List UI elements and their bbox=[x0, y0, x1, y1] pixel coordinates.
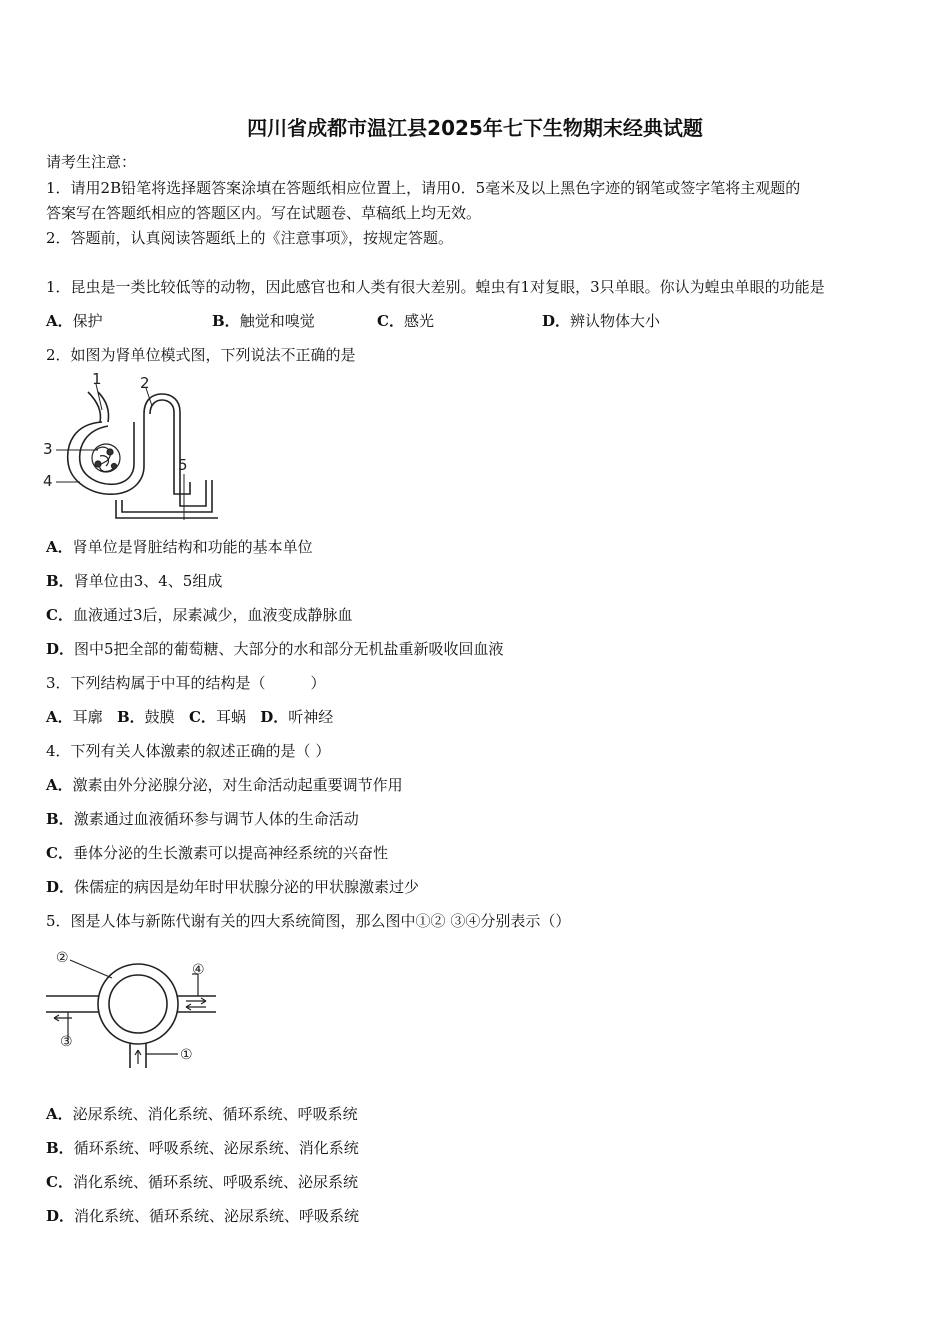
option-text: 图中5把全部的葡萄糖、大部分的水和部分无机盐重新吸收回血液 bbox=[74, 640, 504, 658]
q1-stem: 1．昆虫是一类比较低等的动物，因此感官也和人类有很大差别。蝗虫有1对复眼，3只单眼。你认为蝗虫单眼的功能是 bbox=[46, 278, 825, 296]
nephron-label-2: 2 bbox=[140, 374, 150, 392]
option-letter: B． bbox=[46, 810, 74, 828]
nephron-label-1: 1 bbox=[92, 370, 102, 388]
q5-option-a bbox=[46, 1104, 358, 1124]
option-text: 听神经 bbox=[288, 708, 334, 726]
q1-option-d bbox=[542, 311, 660, 331]
option-text: 激素由外分泌腺分泌，对生命活动起重要调节作用 bbox=[72, 776, 403, 794]
metabolism-systems-diagram bbox=[38, 944, 228, 1076]
option-letter: D． bbox=[46, 640, 75, 658]
q2-option-a bbox=[46, 537, 313, 557]
option-text: 肾单位由3、4、5组成 bbox=[73, 572, 223, 590]
notice-line-1: 1．请用2B铅笔将选择题答案涂填在答题纸相应位置上，请用0．5毫米及以上黑色字迹的钢笔或签字笔将主观题的 bbox=[46, 179, 801, 197]
option-text: 垂体分泌的生长激素可以提高神经系统的兴奋性 bbox=[72, 844, 388, 862]
system-label-4: ④ bbox=[192, 962, 205, 978]
option-letter: D． bbox=[46, 878, 75, 896]
q1-option-b bbox=[212, 311, 315, 331]
q4-option-b bbox=[46, 809, 359, 829]
option-text: 保护 bbox=[72, 312, 103, 330]
q5-option-c bbox=[46, 1172, 358, 1192]
option-letter: B． bbox=[46, 1139, 74, 1157]
option-letter: A． bbox=[46, 776, 73, 794]
nephron-label-3: 3 bbox=[43, 440, 53, 458]
q2-option-d bbox=[46, 639, 504, 659]
q3-options bbox=[46, 707, 333, 727]
option-text: 消化系统、循环系统、呼吸系统、泌尿系统 bbox=[72, 1173, 358, 1191]
q2-option-b bbox=[46, 571, 222, 591]
option-text: 耳蜗 bbox=[215, 708, 246, 726]
q5-stem: 5．图是人体与新陈代谢有关的四大系统简图，那么图中①② ③④分别表示（） bbox=[46, 912, 571, 930]
option-text: 感光 bbox=[403, 312, 434, 330]
option-letter: A． bbox=[46, 1105, 73, 1123]
q3-stem: 3．下列结构属于中耳的结构是（ ） bbox=[46, 674, 326, 692]
option-text: 泌尿系统、消化系统、循环系统、呼吸系统 bbox=[72, 1105, 358, 1123]
q2-option-c bbox=[46, 605, 353, 625]
option-letter: B． bbox=[46, 572, 74, 590]
option-letter: C． bbox=[46, 606, 73, 624]
option-letter: B． bbox=[212, 312, 240, 330]
option-letter: A． bbox=[46, 538, 73, 556]
option-text: 辨认物体大小 bbox=[570, 312, 661, 330]
option-text: 鼓膜 bbox=[144, 708, 175, 726]
q4-option-d bbox=[46, 877, 419, 897]
q1-options bbox=[46, 311, 746, 331]
option-text: 消化系统、循环系统、泌尿系统、呼吸系统 bbox=[74, 1207, 360, 1225]
option-letter: B． bbox=[116, 708, 145, 726]
option-text: 循环系统、呼吸系统、泌尿系统、消化系统 bbox=[73, 1139, 359, 1157]
option-text: 耳廓 bbox=[72, 708, 103, 726]
q2-stem: 2．如图为肾单位模式图，下列说法不正确的是 bbox=[46, 346, 356, 364]
option-letter: D． bbox=[260, 708, 289, 726]
nephron-diagram bbox=[40, 370, 220, 528]
nephron-label-4: 4 bbox=[43, 472, 53, 490]
option-text: 肾单位是肾脏结构和功能的基本单位 bbox=[72, 538, 313, 556]
q1-option-c bbox=[377, 311, 434, 331]
page-title: 四川省成都市温江县2025年七下生物期末经典试题 bbox=[247, 116, 703, 140]
option-letter: D． bbox=[542, 312, 571, 330]
option-letter: C． bbox=[188, 708, 216, 726]
q1-option-a bbox=[46, 311, 103, 331]
option-text: 侏儒症的病因是幼年时甲状腺分泌的甲状腺激素过少 bbox=[74, 878, 420, 896]
notice-heading: 请考生注意： bbox=[46, 153, 137, 171]
option-letter: A． bbox=[46, 708, 73, 726]
system-label-2: ② bbox=[56, 950, 69, 966]
q4-option-c bbox=[46, 843, 388, 863]
q5-option-b bbox=[46, 1138, 359, 1158]
option-letter: D． bbox=[46, 1207, 75, 1225]
option-letter: C． bbox=[46, 844, 73, 862]
option-letter: C． bbox=[46, 1173, 73, 1191]
option-text: 激素通过血液循环参与调节人体的生命活动 bbox=[73, 810, 359, 828]
option-text: 触觉和嗅觉 bbox=[239, 312, 315, 330]
system-label-3: ③ bbox=[60, 1034, 73, 1050]
nephron-label-5: 5 bbox=[178, 456, 188, 474]
option-letter: C． bbox=[377, 312, 404, 330]
option-text: 血液通过3后，尿素减少，血液变成静脉血 bbox=[72, 606, 353, 624]
notice-line-2: 2．答题前，认真阅读答题纸上的《注意事项》，按规定答题。 bbox=[46, 229, 454, 247]
system-label-1: ① bbox=[180, 1047, 193, 1063]
q4-option-a bbox=[46, 775, 403, 795]
notice-line-1b: 答案写在答题纸相应的答题区内。写在试题卷、草稿纸上均无效。 bbox=[46, 204, 482, 222]
q4-stem: 4．下列有关人体激素的叙述正确的是（ ） bbox=[46, 742, 331, 760]
q5-option-d bbox=[46, 1206, 359, 1226]
option-letter: A． bbox=[46, 312, 73, 330]
